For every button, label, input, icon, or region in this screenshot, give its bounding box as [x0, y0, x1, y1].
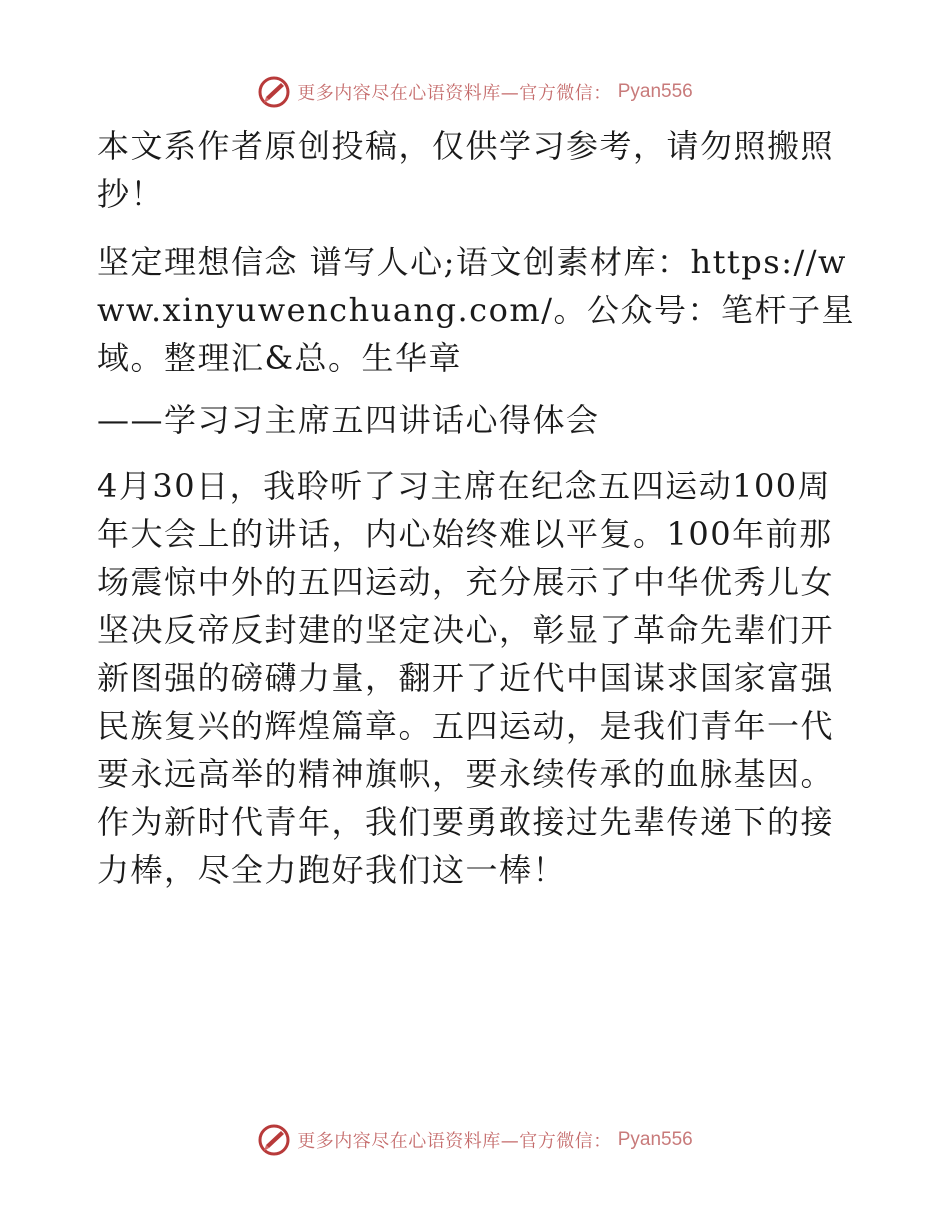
watermark-text: 更多内容尽在心语资料库—官方微信： — [297, 1131, 612, 1152]
document-body — [97, 122, 857, 894]
disclaimer-paragraph: 本文系作者原创投稿，仅供学习参考，请勿照搬照抄！ — [97, 127, 835, 213]
body-paragraph: 4月30日，我聆听了习主席在纪念五四运动100周年大会上的讲话，内心始终难以平复。100年前那场震惊中外的五四运动，充分展示了中华优秀儿女坚决反帝反封建的坚定决心，彰显了革命先辈们开新图强的磅礴力量，翻开了近代中国谋求国家富强民族复兴的辉煌篇章。五四运动，是我们青年一代要永远高举的精神旗帜，要永续传承的血脉基因。作为新时代青年，我们要勇敢接过先辈传递下的接力棒，尽全力跑好我们这一棒！ — [97, 467, 835, 889]
watermark-wechat-id: Pyan556 — [617, 81, 693, 102]
watermark-text: 更多内容尽在心语资料库—官方微信： — [297, 83, 612, 104]
logo-icon — [257, 75, 291, 109]
source-paragraph: 坚定理想信念 谱写人心;语文创素材库：https://www.xinyuwenchuang.com/。公众号：笔杆子星域。整理汇&总。生华章 — [97, 243, 855, 377]
header-watermark — [0, 72, 950, 112]
watermark-wechat-id: Pyan556 — [617, 1129, 693, 1150]
logo-icon — [257, 1123, 291, 1157]
subtitle: ——学习习主席五四讲话心得体会 — [97, 401, 600, 439]
footer-watermark — [0, 1120, 950, 1160]
